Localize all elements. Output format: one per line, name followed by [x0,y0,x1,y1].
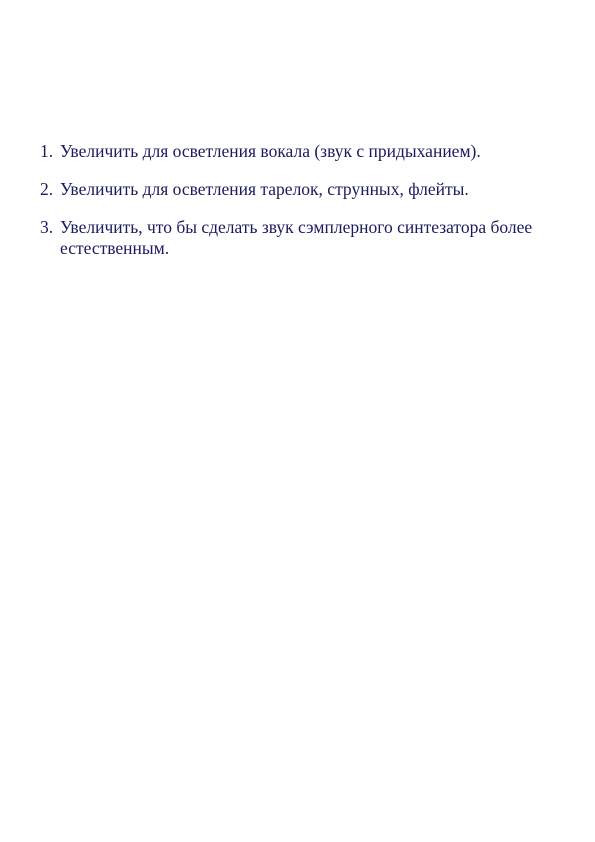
list-item [40,141,560,162]
list-item-number: 2. [40,179,54,199]
list-item-text: Увеличить, что бы сделать звук сэмплерного синтезатора более естественным. [60,217,533,258]
list-item-text: Увеличить для осветления тарелок, струнных, флейты. [60,179,469,199]
list-item-number: 3. [40,217,54,237]
list-item-number: 1. [40,141,54,161]
list-item-text: Увеличить для осветления вокала (звук с придыханием). [60,141,481,161]
list-item [40,179,560,200]
numbered-list [40,141,560,276]
list-item [40,217,560,259]
